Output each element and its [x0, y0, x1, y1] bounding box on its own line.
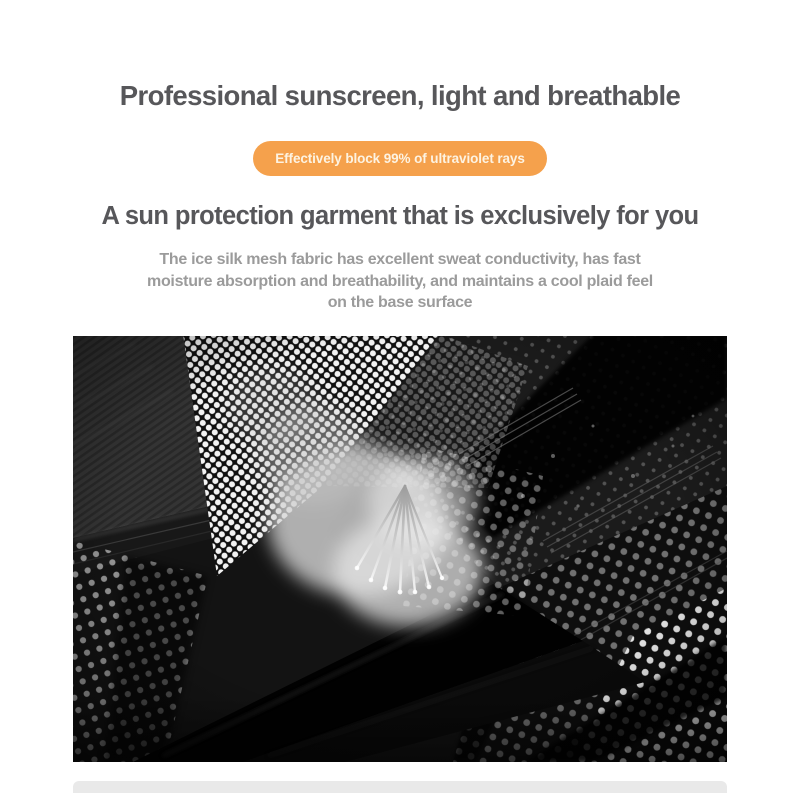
next-section-band	[73, 781, 727, 793]
mesh-fabric-photo-illustration	[73, 336, 727, 762]
page-title: Professional sunscreen, light and breathable	[119, 80, 681, 111]
fabric-photo	[73, 336, 727, 762]
description-line-1: The ice silk mesh fabric has excellent sweat conductivity, has fast	[159, 250, 641, 268]
uv-protection-badge: Effectively block 99% of ultraviolet rays	[253, 141, 547, 176]
description-line-2: moisture absorption and breathability, and maintains a cool plaid feel	[147, 272, 653, 290]
description-line-3: on the base surface	[327, 294, 473, 312]
hero-section	[73, 0, 727, 314]
description-text	[73, 249, 727, 314]
sub-title: A sun protection garment that is exclusively for you	[101, 201, 699, 230]
